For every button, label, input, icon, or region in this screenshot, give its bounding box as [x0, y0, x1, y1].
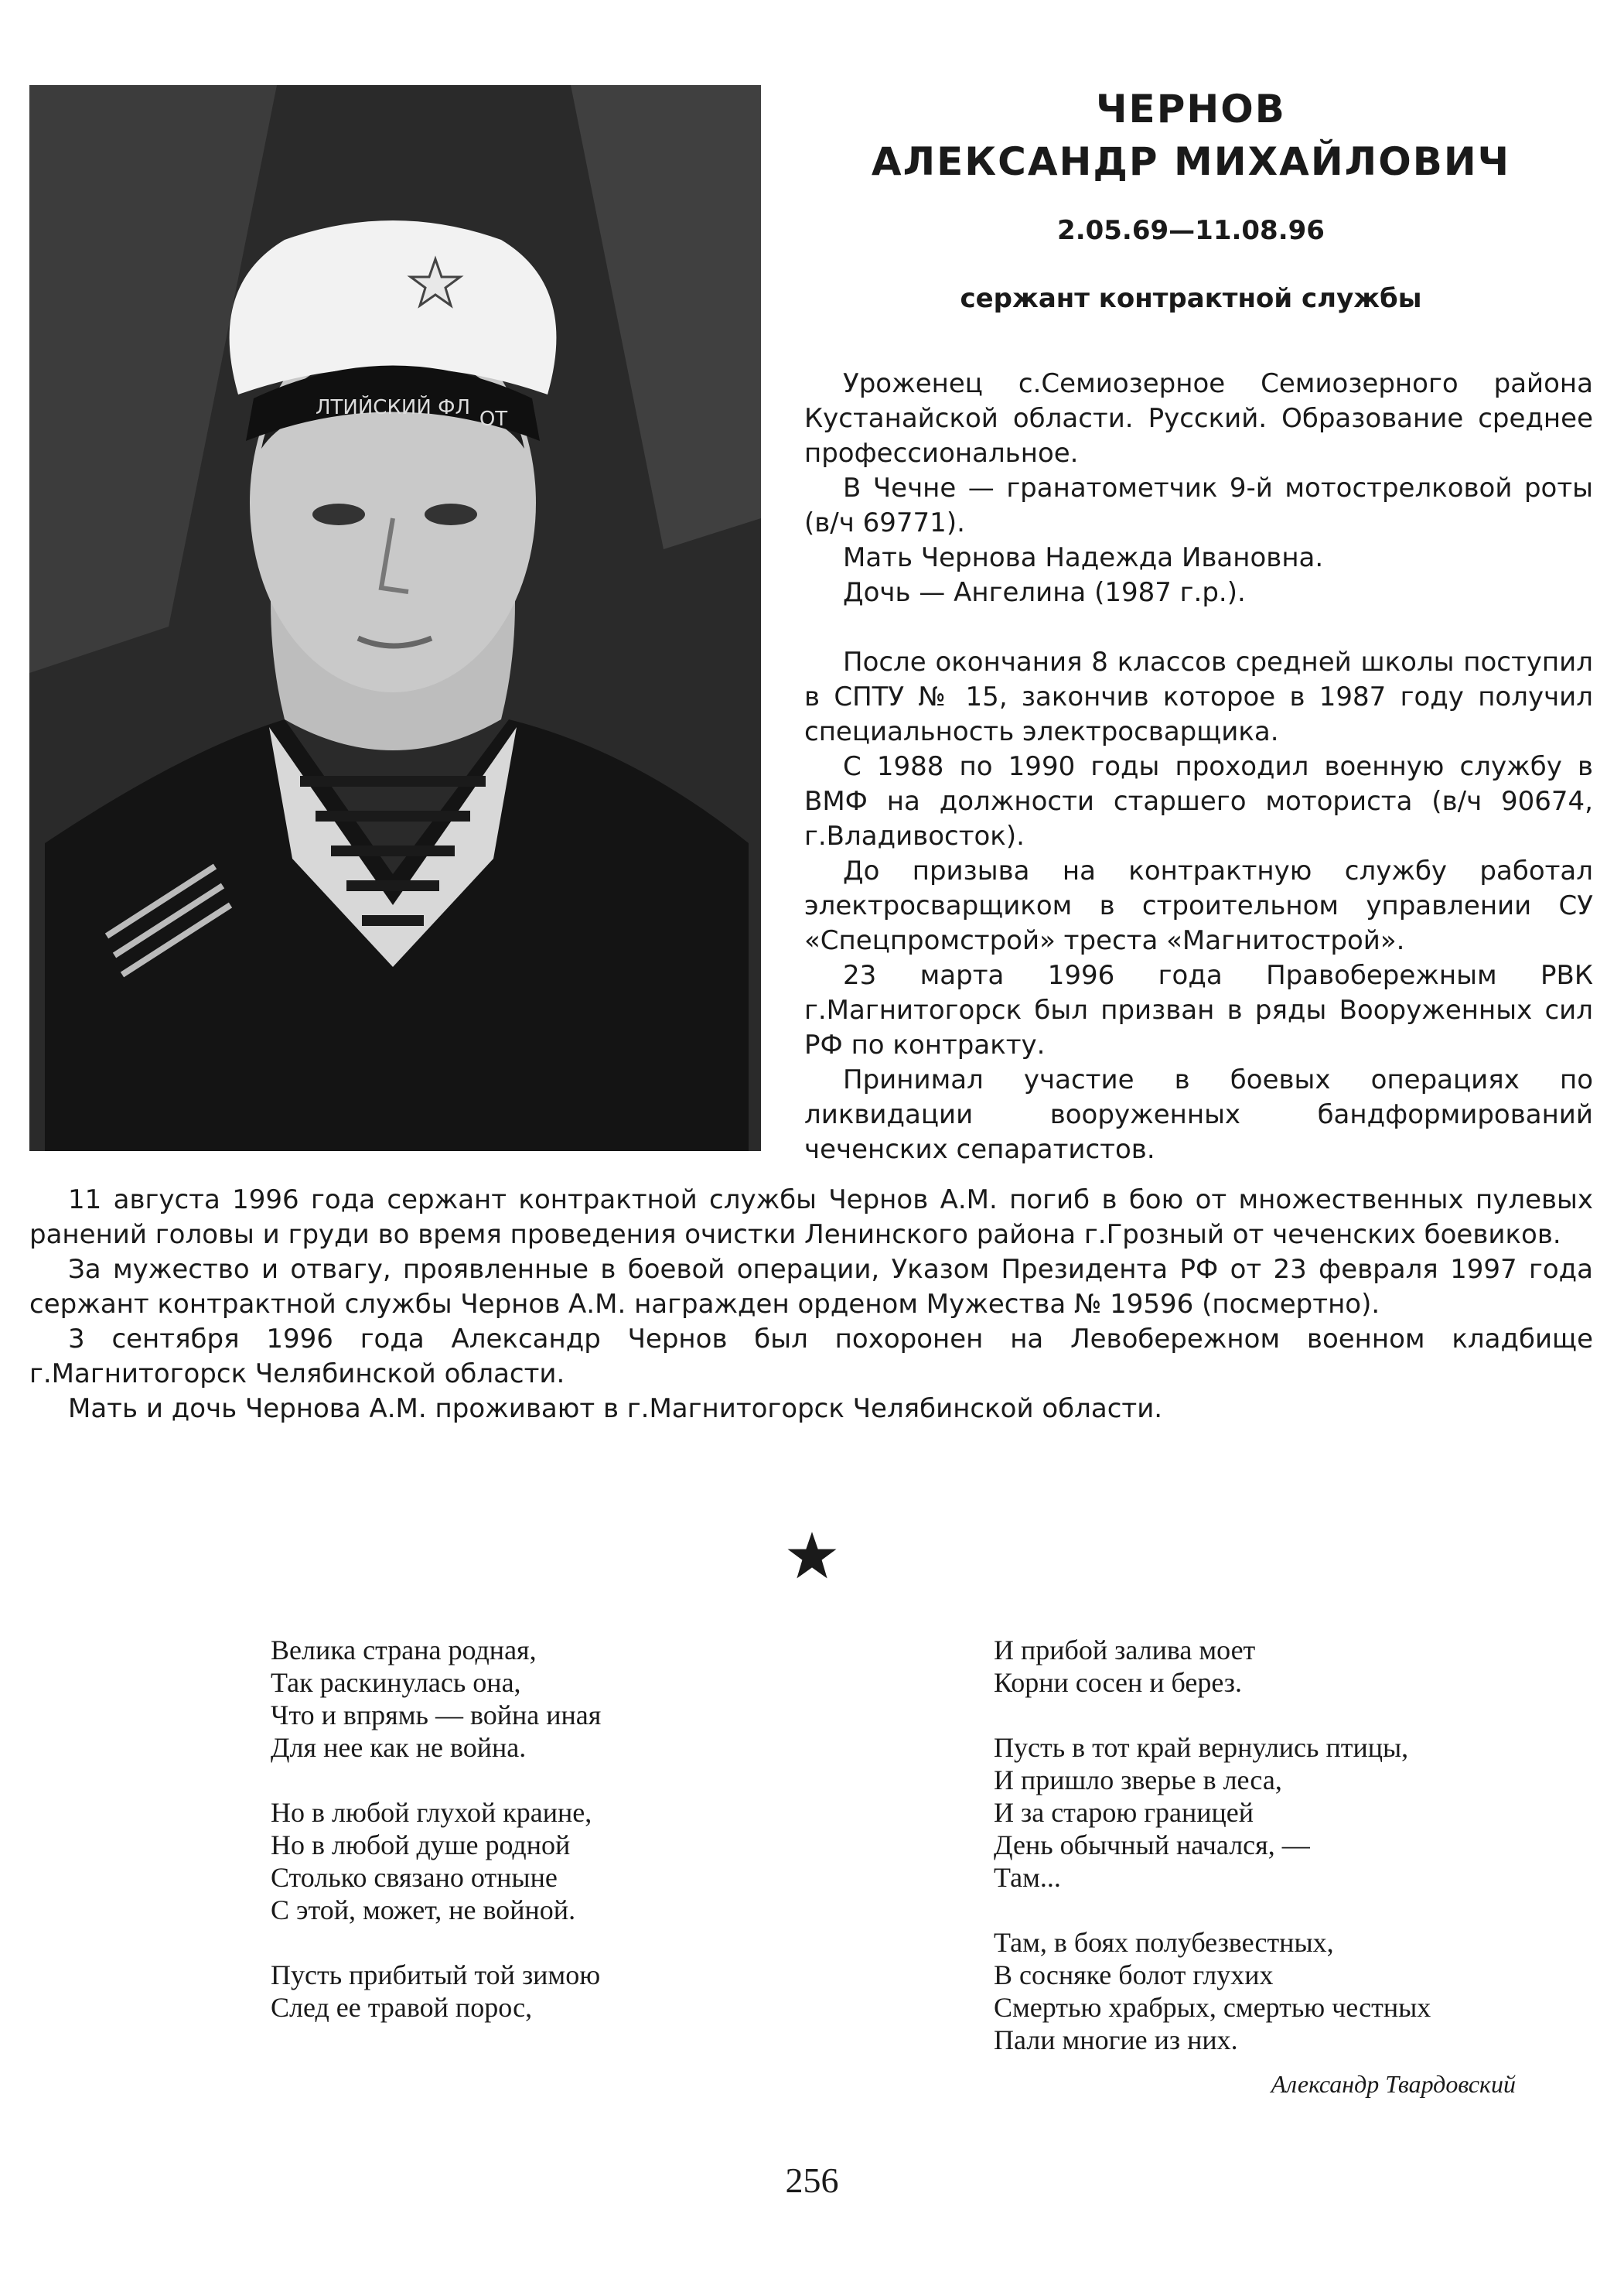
poem-line: Но в любой глухой краине, — [271, 1797, 592, 1828]
bio-paragraph: Уроженец с.Семиозерное Семиозерного района Кустанайской области. Русский. Образование среднее профессиональное. — [804, 368, 1593, 469]
bio-paragraph: С 1988 по 1990 годы проходил военную службу в ВМФ на должности старшего моториста (в/ч 90674, г.Владивосток). — [804, 751, 1593, 852]
poem-author: Александр Твардовский — [1271, 2070, 1516, 2098]
poem-stanza — [271, 1634, 735, 1764]
wide-paragraph: 11 августа 1996 года сержант контрактной службы Чернов А.М. погиб в бою от множественных пулевых ранений головы и груди во время проведения очистки Ленинского района г.Грозный от чеченских боевиков. — [29, 1184, 1593, 1250]
poem-line: След ее травой порос, — [271, 1992, 533, 2023]
portrait-photo — [29, 85, 761, 1151]
wide-paragraph: 3 сентября 1996 года Александр Чернов был похоронен на Левобережном военном кладбище г.Магнитогорск Челябинской области. — [29, 1324, 1593, 1389]
poem-line: Смертью храбрых, смертью честных — [994, 1992, 1431, 2023]
cap-band-text-2: ОТ — [479, 408, 508, 431]
poem-line: Столько связано отныне — [271, 1862, 558, 1893]
poem-line: Пали многие из них. — [994, 2024, 1238, 2055]
poem-line: Там... — [994, 1862, 1061, 1893]
poem-line: Корни сосен и берез. — [994, 1667, 1243, 1698]
full-width-text — [29, 1183, 1593, 1426]
biography-column — [804, 367, 1593, 1167]
wide-paragraph: За мужество и отвагу, проявленные в боевой операции, Указом Президента РФ от 23 февраля 1997 года сержант контрактной службы Чернов А.М. награжден орденом Мужества № 19596 (посмертно). — [29, 1254, 1593, 1320]
poem-stanza — [271, 1959, 735, 2024]
bio-paragraph: Принимал участие в боевых операциях по ликвидации вооруженных бандформирований чеченских сепаратистов. — [804, 1064, 1593, 1165]
poem-line: Велика страна родная, — [271, 1635, 537, 1665]
star-icon — [785, 1529, 839, 1583]
page-number: 256 — [785, 2161, 839, 2200]
bio-paragraph: 23 марта 1996 года Правобережным РВК г.Магнитогорск был призван в ряды Вооруженных сил РФ по контракту. — [804, 960, 1593, 1061]
poem-left-column — [271, 1634, 735, 2056]
poem-line: И за старою границей — [994, 1797, 1254, 1828]
poem-right-column — [994, 1634, 1551, 2089]
wide-paragraph: Мать и дочь Чернова А.М. проживают в г.Магнитогорск Челябинской области. — [68, 1393, 1163, 1424]
bio-paragraph: После окончания 8 классов средней школы поступил в СПТУ № 15, закончив которое в 1987 году получил специальность электросварщика. — [804, 647, 1593, 747]
cap-band-text: ЛТИЙСКИЙ ФЛ — [315, 396, 471, 419]
poem-line: Пусть в тот край вернулись птицы, — [994, 1732, 1409, 1763]
poem-line: С этой, может, не войной. — [271, 1894, 576, 1925]
bio-paragraph: Дочь — Ангелина (1987 г.р.). — [843, 577, 1246, 608]
poem-line: Для нее как не война. — [271, 1732, 527, 1763]
poem-stanza — [994, 1926, 1551, 2056]
poem-stanza — [994, 1731, 1551, 1894]
poem-line: День обычный начался, — — [994, 1829, 1310, 1860]
paragraph-gap — [804, 610, 1593, 645]
bio-paragraph: В Чечне — гранатометчик 9-й мотострелковой роты (в/ч 69771). — [804, 473, 1593, 538]
surname-heading: ЧЕРНОВ — [1096, 87, 1286, 132]
bio-paragraph: Мать Чернова Надежда Ивановна. — [843, 542, 1324, 573]
poem-line: И прибой залива моет — [994, 1635, 1256, 1665]
military-rank: сержант контрактной службы — [960, 283, 1422, 314]
poem-line: Там, в боях полубезвестных, — [994, 1927, 1334, 1958]
poem-line: Пусть прибитый той зимою — [271, 1959, 601, 1990]
bio-paragraph: До призыва на контрактную службу работал электросварщиком в строительном управлении СУ «Спецпромстрой» треста «Магнитострой». — [804, 856, 1593, 956]
poem-line: Что и впрямь — война иная — [271, 1700, 602, 1730]
life-dates: 2.05.69—11.08.96 — [1057, 215, 1325, 246]
poem-line: И пришло зверье в леса, — [994, 1764, 1282, 1795]
poem-line: Так раскинулась она, — [271, 1667, 521, 1698]
poem-line: В сосняке болот глухих — [994, 1959, 1274, 1990]
poem-stanza — [271, 1796, 735, 1926]
given-names-heading: АЛЕКСАНДР МИХАЙЛОВИЧ — [871, 139, 1511, 184]
poem-stanza — [994, 1634, 1551, 1699]
poem-line: Но в любой душе родной — [271, 1829, 571, 1860]
